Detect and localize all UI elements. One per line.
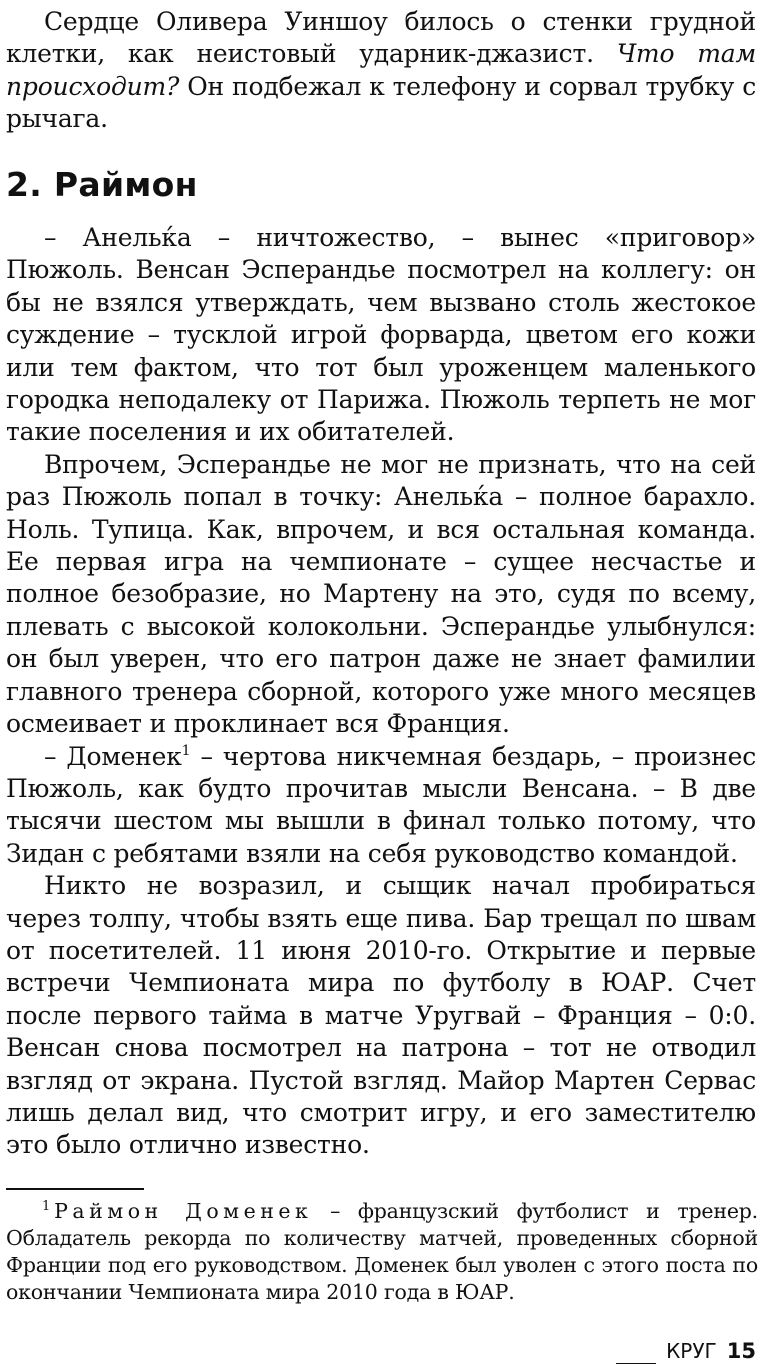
- opening-text-after: Он подбежал к телефону и сорвал трубку с рычага.: [6, 71, 756, 134]
- opening-paragraph: [6, 6, 756, 136]
- paragraph-esperandieu: Впрочем, Эсперандье не мог не признать, что на сей раз Пюжоль попал в точку: Анельќа – полное барахло. Ноль. Тупица. Как, впрочем, и вся остальная команда. Ее первая игра на чемпионате – сущее несчастье и полное безобразие, но Мартену на это, судя по всему, плевать с высокой колокольни. Эсперандье улыбнулся: он был уверен, что его патрон даже не знает фамилии главного тренера сборной, которого уже много месяцев осмеивает и проклинает вся Франция.: [6, 449, 756, 739]
- page-footer: [616, 1338, 756, 1364]
- page-number: 15: [726, 1339, 756, 1363]
- chapter-body: [6, 222, 756, 1162]
- paragraph-bar: Никто не возразил, и сыщик начал пробираться через толпу, чтобы взять еще пива. Бар трещал по швам от посетителей. 11 июня 2010-го. Открытие и первые встречи Чемпионата мира по футболу в ЮАР. Счет после первого тайма в матче Уругвай – Франция – 0:0. Венсан снова посмотрел на патрона – тот не отводил взгляд от экрана. Пустой взгляд. Майор Мартен Сервас лишь делал вид, что смотрит игру, и его заместителю это было отлично известно.: [6, 871, 756, 1160]
- chapter-heading: 2. Раймон: [6, 165, 198, 204]
- paragraph-anelka: – Анельќа – ничтожество, – вынес «приговор» Пюжоль. Венсан Эсперандье посмотрел на коллегу: он бы не взялся утверждать, чем вызвано столь жестокое суждение – тусклой игрой форварда, цветом его кожи или тем фактом, что тот был уроженцем маленького городка неподалеку от Парижа. Пюжоль терпеть не мог такие поселения и их обитателей.: [6, 223, 756, 447]
- footnote-text: – французский футболист и тренер. Обладатель рекорда по количеству матчей, проведенных сборной Франции под его руководством. Доменек был уволен с этого поста по окончании Чемпионата мира 2010 года в ЮАР.: [6, 1199, 758, 1304]
- domenech-text-before: – Доменек: [44, 741, 182, 771]
- running-title: КРУГ: [666, 1339, 717, 1363]
- footnote-number: 1: [42, 1199, 51, 1214]
- opening-italic-thought: Что там происходит?: [6, 39, 756, 101]
- opening-text-before: Сердце Оливера Уиншоу билось о стенки грудной клетки, как неистовый ударник-джазист.: [6, 7, 756, 69]
- paragraph-domenech: [6, 741, 756, 871]
- footnote-divider: [6, 1188, 144, 1190]
- footnote: [6, 1198, 758, 1306]
- footer-rule: [616, 1345, 656, 1364]
- footnote-reference: 1: [181, 742, 191, 759]
- footnote-name: Раймон Доменек: [54, 1199, 313, 1223]
- domenech-text-after: – чертова никчемная бездарь, – произнес Пюжоль, как будто прочитав мысли Венсана. – В две тысячи шестом мы вышли в финал только потому, что Зидан с ребятами взяли на себя руководство командой.: [6, 741, 756, 868]
